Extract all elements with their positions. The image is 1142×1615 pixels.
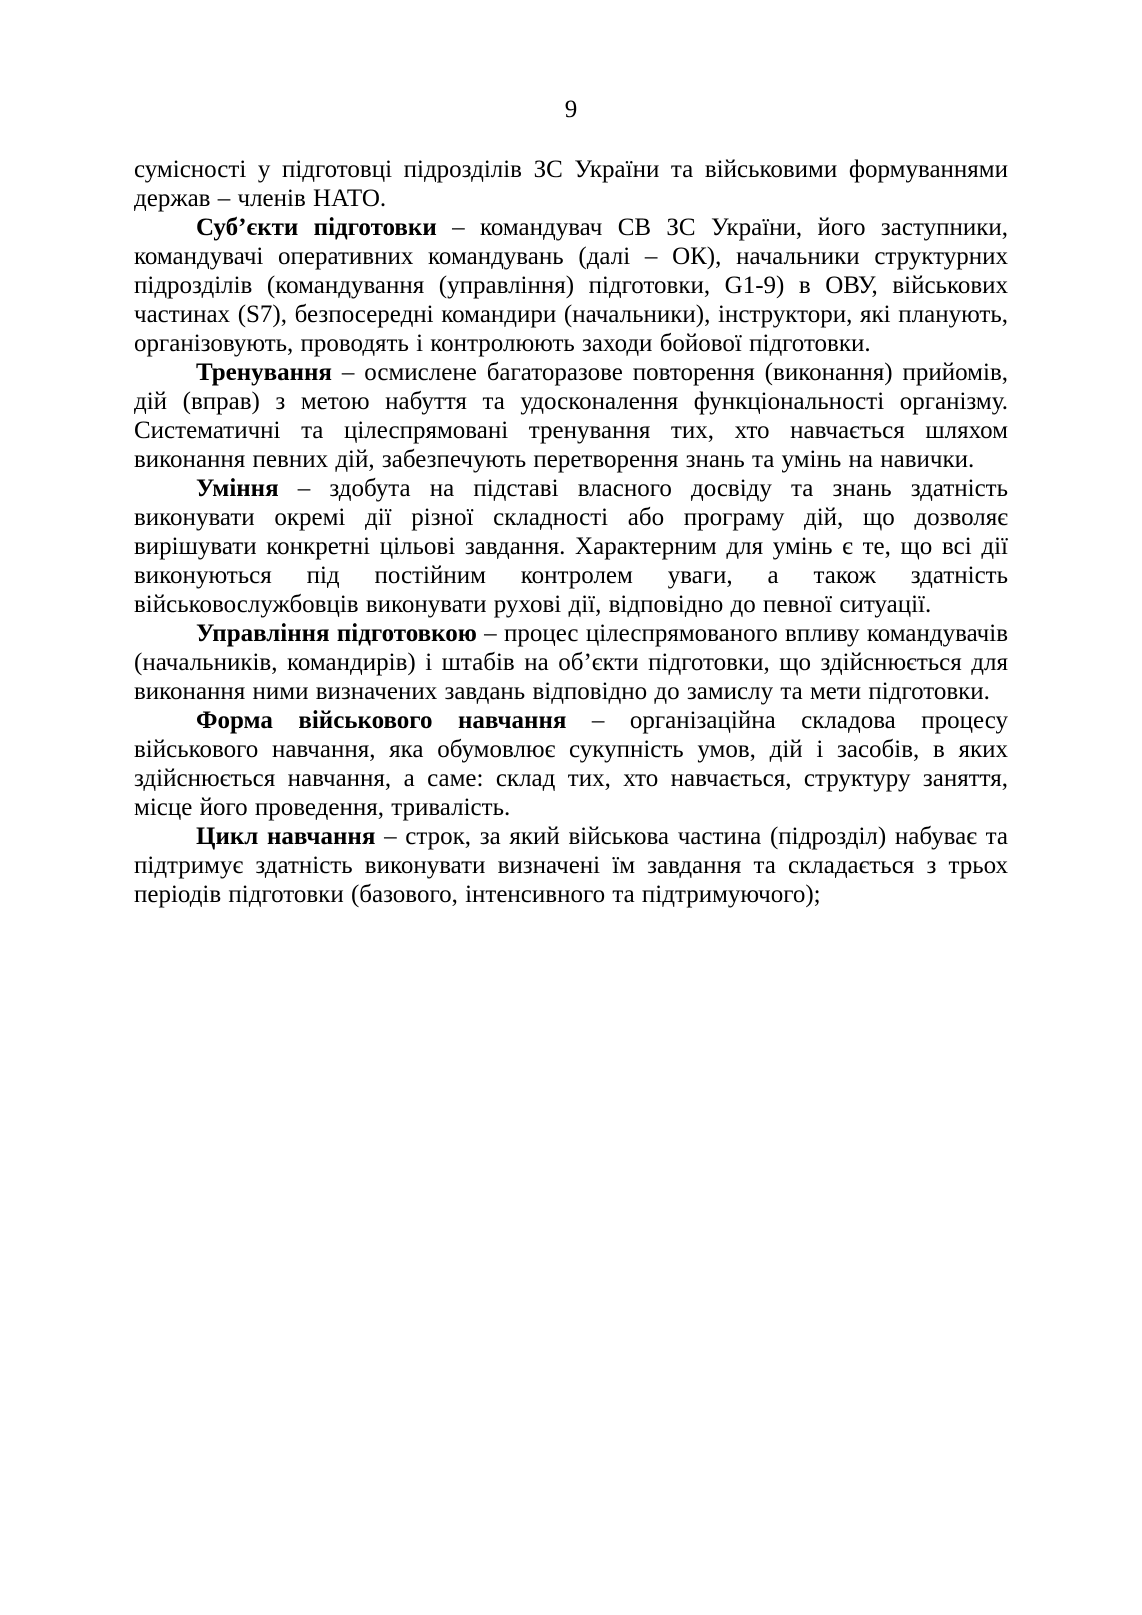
paragraph-continuation xyxy=(134,155,1008,213)
paragraph-text: – здобута на підставі власного досвіду та знань здатність виконувати окремі дії різної складності або програму дій, що дозволяє вирішувати конкретні цільові завдання. Характерним для умінь є те, що всі дії виконуються під постійним контролем уваги, а також здатність військовослужбовців виконувати рухові дії, відповідно до певної ситуації. xyxy=(134,475,1008,618)
paragraph-subjects-of-training xyxy=(134,213,1008,358)
paragraph-upravlinnia-pidhotovkoiu xyxy=(134,619,1008,706)
paragraph-forma-navchannia xyxy=(134,706,1008,822)
paragraph-text: – процес цілеспрямованого впливу командувачів (начальників, командирів) і штабів на об’єкти підготовки, що здійснюється для виконання ними визначених завдань відповідно до замислу та мети підготовки. xyxy=(134,620,1008,705)
term-bold: Тренування xyxy=(196,359,332,386)
term-bold: Суб’єкти підготовки xyxy=(196,214,437,241)
paragraph-text: – строк, за який військова частина (підрозділ) набуває та підтримує здатність виконувати визначені їм завдання та складається з трьох періодів підготовки (базового, інтенсивного та підтримуючого); xyxy=(134,823,1008,908)
term-bold: Форма військового навчання xyxy=(196,707,567,734)
paragraph-tsykl-navchannia xyxy=(134,822,1008,909)
paragraph-uminnia xyxy=(134,474,1008,619)
paragraph-text: – організаційна складова процесу військового навчання, яка обумовлює сукупність умов, дій і засобів, в яких здійснюється навчання, а саме: склад тих, хто навчається, структуру заняття, місце його проведення, тривалість. xyxy=(134,707,1008,821)
paragraph-text: сумісності у підготовці підрозділів ЗС України та військовими формуваннями держав – членів НАТО. xyxy=(134,156,1008,212)
term-bold: Управління підготовкою xyxy=(196,620,477,647)
term-bold: Цикл навчання xyxy=(196,823,376,850)
document-body xyxy=(134,155,1008,909)
term-bold: Уміння xyxy=(196,475,279,502)
paragraph-text: – осмислене багаторазове повторення (виконання) прийомів, дій (вправ) з метою набуття та удосконалення функціональності організму. Систематичні та цілеспрямовані тренування тих, хто навчається шляхом виконання певних дій, забезпечують перетворення знань та умінь на навички. xyxy=(134,359,1008,473)
paragraph-trenuvannia xyxy=(134,358,1008,474)
page-number: 9 xyxy=(564,96,578,123)
paragraph-text: – командувач СВ ЗС України, його заступники, командувачі оперативних командувань (далі – ОК), начальники структурних підрозділів (командування (управління) підготовки, G1-9) в ОВУ, військових частинах (S7), безпосередні командири (начальники), інструктори, які планують, організовують, проводять і контролюють заходи бойової підготовки. xyxy=(134,214,1008,357)
